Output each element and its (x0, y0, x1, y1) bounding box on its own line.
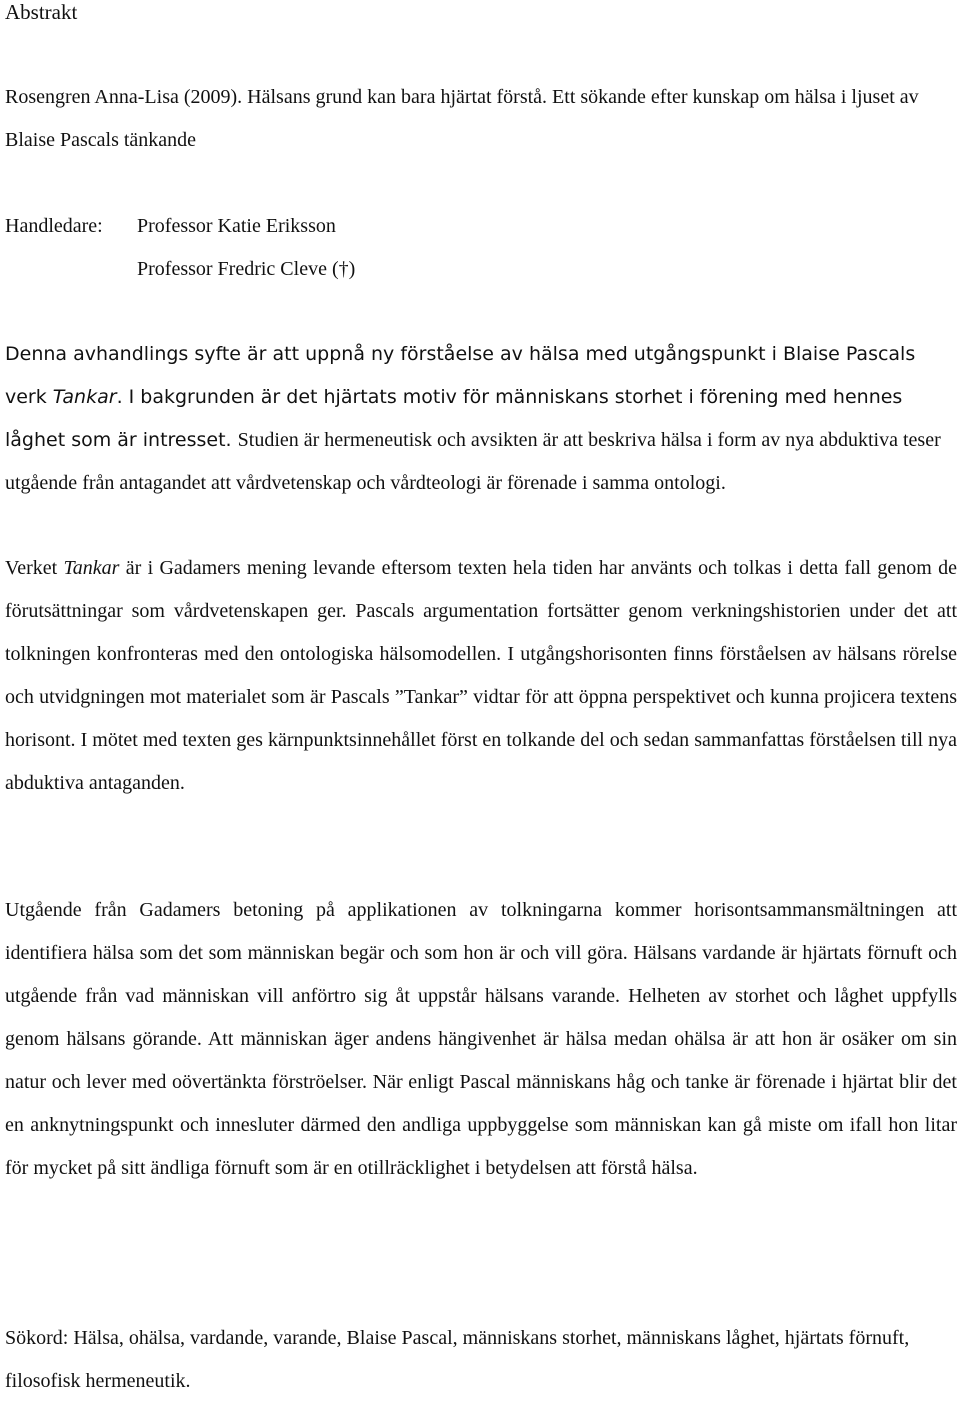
paragraph-text: Studien är hermeneutisk och avsikten är att beskriva hälsa i form av nya abduktiva teser utgående från antagandet att vårdvetenskap och vårdteologi är förenade i samma ontologi. (5, 429, 941, 494)
keywords (5, 1317, 957, 1403)
supervisor-label: Handledare: (5, 215, 103, 237)
abstract-heading: Abstrakt (5, 0, 78, 24)
supervisor-row-2 (5, 248, 905, 291)
keywords-text: Sökord: Hälsa, ohälsa, vardande, varande, Blaise Pascal, människans storhet, människans låghet, hjärtats förnuft, filosofisk hermeneutik. (5, 1327, 910, 1392)
citation-text: Rosengren Anna-Lisa (2009). Hälsans grund kan bara hjärtat förstå. Ett sökande efter kunskap om hälsa i ljuset av Blaise Pascals tänkande (5, 86, 919, 151)
paragraph-results (5, 889, 957, 1190)
paragraph-text: Verket (5, 557, 64, 579)
supervisor-name: Professor Katie Eriksson (137, 215, 336, 237)
paragraph-method (5, 547, 957, 805)
paragraph-text: Denna avhandlings syfte är att uppnå ny förståelse av hälsa med utgångspunkt i Blaise Pascals verk (5, 343, 916, 408)
paragraph-text: Utgående från Gadamers betoning på applikationen av tolkningarna kommer horisontsammansmältningen att identifiera hälsa som det som människan begär och som hon är och vill göra. Hälsans vardande är hjärtats förnuft och utgående från vad människan vill anförtro sig åt uppstår hälsans varande. Helheten av storhet och låghet uppfylls genom hälsans görande. Att människan äger andens hängivenhet är hälsa medan ohälsa är att hon är osäker om sin natur och lever med oövertänkta förströelser. När enligt Pascal människans håg och tanke är förenade i hjärtat blir det en anknytningspunkt och innesluter därmed den andliga uppbyggelse som människan kan gå miste om ifall hon litar för mycket på sitt ändliga förnuft som är en otillräcklighet i betydelsen att förstå hälsa. (5, 899, 957, 1179)
paragraph-text: är i Gadamers mening levande eftersom texten hela tiden har använts och tolkas i detta fall genom de förutsättningar som vårdvetenskapen ger. Pascals argumentation fortsätter genom verkningshistorien under det att tolkningen konfronteras med den ontologiska hälsomodellen. I utgångshorisonten finns förståelsen av hälsans rörelse och utvidgningen mot materialet som är Pascals ”Tankar” vidtar för att öppna perspektivet och kunna projicera textens horisont. I mötet med texten ges kärnpunktsinnehållet först en tolkande del och sedan sammanfattas förståelsen till nya abduktiva antaganden. (5, 557, 957, 794)
paragraph-text: . I bakgrunden är det hjärtats motiv för människans storhet i förening med hennes låghet som är intresset. (5, 386, 903, 451)
citation-title (5, 76, 957, 162)
paragraph-purpose (5, 333, 957, 505)
supervisor-name: Professor Fredric Cleve (†) (137, 258, 356, 280)
supervisor-row-1 (5, 205, 905, 248)
work-title: Tankar (52, 386, 117, 408)
work-title: Tankar (63, 557, 120, 579)
